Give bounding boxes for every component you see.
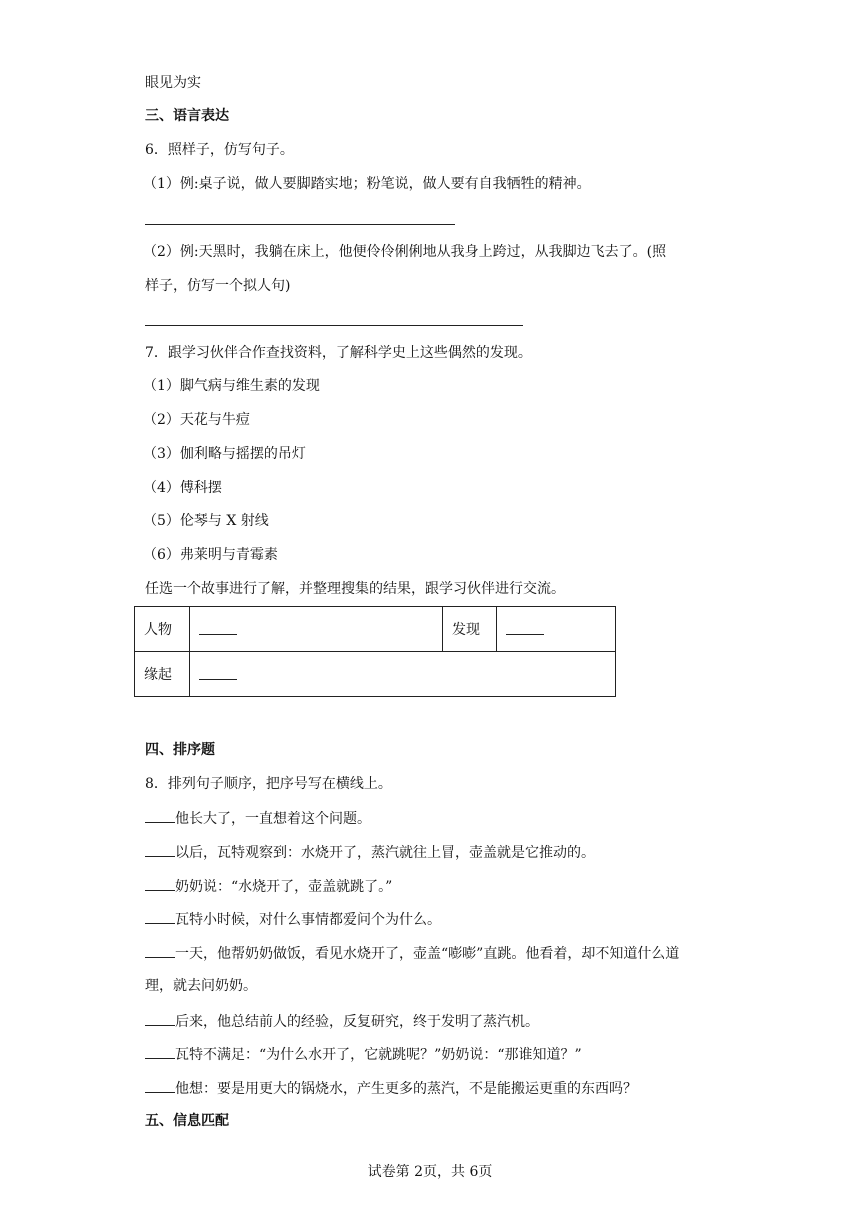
order-blank[interactable]	[145, 841, 175, 857]
question-6-part-2-cont: 样子，仿写一个拟人句)	[145, 278, 291, 294]
question-6-part-2: （2）例:天黑时，我躺在床上，他便伶伶俐俐地从我身上跨过，从我脚边飞去了。(照	[143, 244, 667, 260]
answer-blank[interactable]	[199, 620, 237, 635]
question-7-task: 任选一个故事进行了解，并整理搜集的结果，跟学习伙伴进行交流。	[145, 581, 565, 597]
origin-label: 缘起	[135, 652, 190, 697]
order-blank[interactable]	[145, 942, 175, 958]
order-blank[interactable]	[145, 1043, 175, 1059]
order-blank[interactable]	[145, 807, 175, 823]
origin-answer[interactable]	[190, 652, 616, 697]
list-item: （5）伦琴与 X 射线	[143, 513, 269, 529]
discovery-label: 发现	[443, 607, 497, 652]
research-table	[134, 606, 616, 697]
answer-line[interactable]	[145, 325, 523, 326]
question-6: 6．照样子，仿写句子。	[145, 142, 294, 158]
list-item: （4）傅科摆	[143, 480, 222, 496]
section-5-heading: 五、信息匹配	[145, 1113, 229, 1129]
question-6-part-1: （1）例:桌子说，做人要脚踏实地；粉笔说，做人要有自我牺牲的精神。	[143, 176, 591, 192]
order-sentence: 瓦特小时候，对什么事情都爱问个为什么。	[175, 912, 441, 928]
list-item: （2）天花与牛痘	[143, 412, 250, 428]
list-item: （3）伽利略与摇摆的吊灯	[143, 446, 306, 462]
question-7: 7．跟学习伙伴合作查找资料，了解科学史上这些偶然的发现。	[145, 345, 532, 361]
person-label: 人物	[135, 607, 190, 652]
person-answer[interactable]	[190, 607, 443, 652]
section-3-heading: 三、语言表达	[145, 108, 229, 124]
discovery-answer[interactable]	[497, 607, 616, 652]
order-sentence: 以后，瓦特观察到：水烧开了，蒸汽就往上冒，壶盖就是它推动的。	[175, 845, 595, 861]
list-item: （1）脚气病与维生素的发现	[143, 378, 320, 394]
order-blank[interactable]	[145, 1010, 175, 1026]
section-4-heading: 四、排序题	[145, 742, 215, 758]
answer-blank[interactable]	[199, 665, 237, 680]
order-sentence: 他想：要是用更大的锅烧水，产生更多的蒸汽，不是能搬运更重的东西吗？	[175, 1081, 637, 1097]
list-item: （6）弗莱明与青霉素	[143, 547, 278, 563]
order-blank[interactable]	[145, 875, 175, 891]
order-sentence: 奶奶说：“水烧开了，壶盖就跳了。”	[175, 879, 393, 895]
answer-line[interactable]	[145, 224, 455, 225]
order-blank[interactable]	[145, 1077, 175, 1093]
order-sentence: 他长大了，一直想着这个问题。	[175, 811, 371, 827]
order-sentence-cont: 理，就去问奶奶。	[145, 978, 257, 994]
order-sentence: 后来，他总结前人的经验，反复研究，终于发明了蒸汽机。	[175, 1014, 539, 1030]
answer-blank[interactable]	[506, 620, 544, 635]
order-sentence: 一天，他帮奶奶做饭，看见水烧开了，壶盖“嘭嘭”直跳。他看着，却不知道什么道	[175, 946, 680, 962]
order-blank[interactable]	[145, 908, 175, 924]
question-8: 8．排列句子顺序，把序号写在横线上。	[145, 776, 392, 792]
order-sentence: 瓦特不满足：“为什么水开了，它就跳呢？”奶奶说：“那谁知道？”	[175, 1047, 582, 1063]
page-footer: 试卷第 2页，共 6页	[367, 1164, 493, 1180]
prev-text: 眼见为实	[145, 75, 201, 91]
